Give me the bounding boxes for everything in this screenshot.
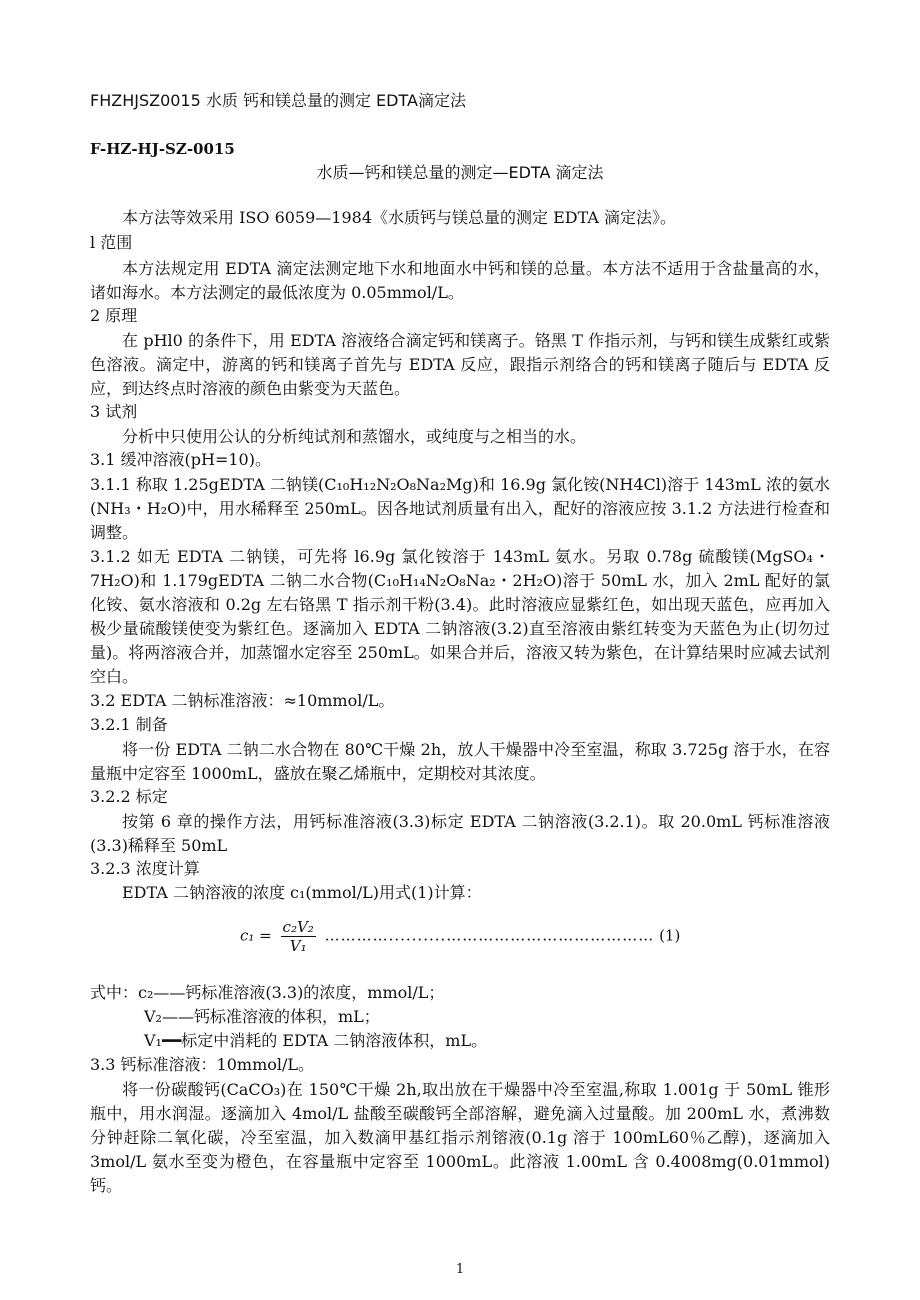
section-2-text: 在 pHl0 的条件下，用 EDTA 溶液络合滴定钙和镁离子。铬黑 T 作指示剂，与钙和镁生成紫红或紫色溶液。滴定中，游离的钙和镁离子首先与 EDTA 反应，跟指示剂络合的钙和镁离子随后与 EDTA 反应，到达终点时溶液的颜色由紫变为天蓝色。 xyxy=(90,331,830,398)
formula-lhs: c₁ = xyxy=(240,926,272,945)
section-3-2-1-text: 将一份 EDTA 二钠二水合物在 80℃干燥 2h，放人干燥器中冷至室温，称取 3.725g 溶于水，在容量瓶中定容至 1000mL，盛放在聚乙烯瓶中，定期校对其浓度。 xyxy=(90,740,830,783)
formula-1 xyxy=(240,918,680,955)
section-3-2-3-heading: 3.2.3 浓度计算 xyxy=(90,859,200,878)
section-3-2-3-text: EDTA 二钠溶液的浓度 c₁(mmol/L)用式(1)计算： xyxy=(122,883,482,902)
section-3-2-heading: 3.2 EDTA 二钠标准溶液：≈10mmol/L。 xyxy=(90,691,395,710)
where-line-1: 式中：c₂——钙标准溶液(3.3)的浓度，mmol/L； xyxy=(90,983,445,1002)
section-3-3-text: 将一份碳酸钙(CaCO₃)在 150℃干燥 2h,取出放在干燥器中冷至室温,称取 1.001g 于 50mL 锥形瓶中，用水润湿。逐滴加入 4mol/L 盐酸至碳酸钙全部溶解，避免滴入过量酸。加 200mL 水，煮沸数分钟赶除二氧化碳，冷至室温，加入数滴甲基红指示剂镕液(0.1g 溶于 100mL60％乙醇)，逐滴加入 3mol/L 氨水至变为橙色，在容量瓶中定容至 1000mL。此溶液 1.00mL 含 0.4008mg(0.01mmol)钙。 xyxy=(90,1080,830,1195)
formula-fraction xyxy=(281,918,316,955)
section-3-2-2-heading: 3.2.2 标定 xyxy=(90,787,168,806)
page-number: 1 xyxy=(455,1262,465,1277)
document-code: F-HZ-HJ-SZ-0015 xyxy=(90,140,235,158)
section-3-2-1-heading: 3.2.1 制备 xyxy=(90,715,168,734)
section-3-1-heading: 3.1 缓冲溶液(pH=10)。 xyxy=(90,450,271,469)
section-3-3-heading: 3.3 钙标准溶液：10mmol/L。 xyxy=(90,1055,315,1074)
section-3-heading: 3 试剂 xyxy=(90,402,138,421)
section-3-1-2-text: 3.1.2 如无 EDTA 二钠镁，可先将 l6.9g 氯化铵溶于 143mL 氨水。另取 0.78g 硫酸镁(MgSO₄・7H₂O)和 1.179gEDTA 二钠二水合物(C₁₀H₁₄N₂O₈Na₂・2H₂O)溶于 50mL 水，加入 2mL 配好的氯化铵、氨水溶液和 0.2g 左右铬黑 T 指示剂干粉(3.4)。此时溶液应显紫红色，如出现天蓝色，应再加入极少量硫酸镁使变为紫红色。逐滴加入 EDTA 二钠溶液(3.2)直至溶液由紫红转变为天蓝色为止(切勿过量)。将两溶液合并，加蒸馏水定容至 250mL。如果合并后，溶液又转为紫色，在计算结果时应减去试剂空白。 xyxy=(90,547,830,686)
formula-denominator: V₁ xyxy=(289,937,307,955)
section-3-2-2-text: 按第 6 章的操作方法，用钙标准溶液(3.3)标定 EDTA 二钠溶液(3.2.1)。取 20.0mL 钙标准溶液(3.3)稀释至 50mL xyxy=(90,812,830,855)
where-line-2: V₂——钙标准溶液的体积，mL； xyxy=(144,1007,380,1026)
page-title: 水质—钙和镁总量的测定—EDTA 滴定法 xyxy=(316,163,604,182)
intro-paragraph: 本方法等效采用 ISO 6059—1984《水质钙与镁总量的测定 EDTA 滴定法》。 xyxy=(122,208,677,227)
formula-numerator: c₂V₂ xyxy=(282,918,314,936)
section-1-heading: l 范围 xyxy=(90,233,133,252)
section-2-heading: 2 原理 xyxy=(90,306,138,325)
formula-number: (1) xyxy=(659,926,681,945)
section-1-text: 本方法规定用 EDTA 滴定法测定地下水和地面水中钙和镁的总量。本方法不适用于含盐量高的水，诸如海水。本方法测定的最低浓度为 0.05mmol/L。 xyxy=(90,259,830,302)
section-3-text: 分析中只使用公认的分析纯试剂和蒸馏水，或纯度与之相当的水。 xyxy=(122,427,587,446)
document-header: FHZHJSZ0015 水质 钙和镁总量的测定 EDTA滴定法 xyxy=(90,91,466,110)
where-line-3: V₁━━标定中消耗的 EDTA 二钠溶液体积，mL。 xyxy=(144,1031,488,1050)
section-3-1-1-text: 3.1.1 称取 1.25gEDTA 二钠镁(C₁₀H₁₂N₂O₈Na₂Mg)和 16.9g 氯化铵(NH4Cl)溶于 143mL 浓的氨水(NH₃・H₂O)中，用水稀释至 250mL。因各地试剂质量有出入，配好的溶液应按 3.1.2 方法进行检查和调整。 xyxy=(90,475,830,542)
formula-leader-dots: …………..........………………………………… xyxy=(324,926,655,945)
